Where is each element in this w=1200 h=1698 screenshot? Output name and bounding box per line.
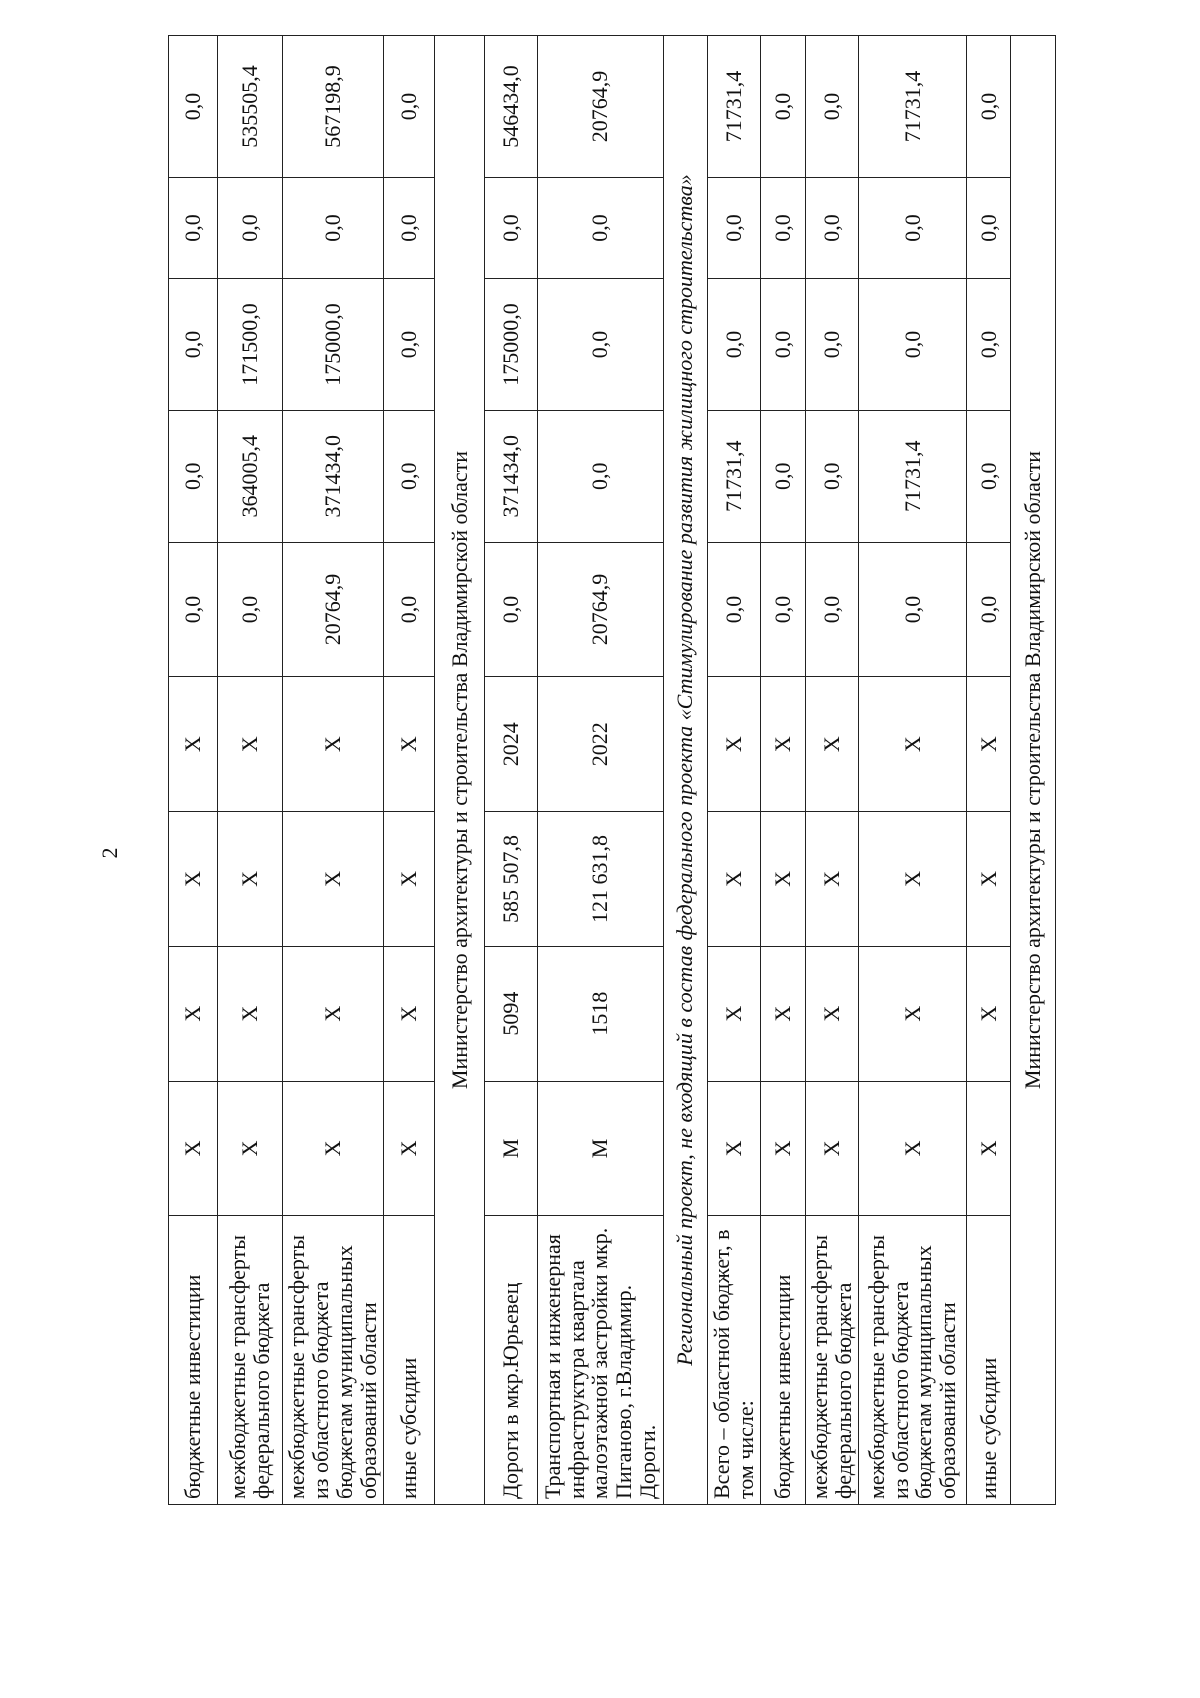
value-cell: Х [383,812,434,947]
section-header-row [434,36,485,1505]
section-header-row [663,36,708,1505]
value-cell: 0,0 [538,279,663,411]
value-cell: 371434,0 [485,410,538,542]
table-row [169,36,218,1505]
value-cell: 0,0 [169,279,218,411]
row-label-cell: иные субсидии [966,1216,1011,1505]
row-label-cell: межбюджетные трансферты федерального бюджета [217,1216,282,1505]
value-cell: 0,0 [805,177,858,278]
value-cell: 364005,4 [217,410,282,542]
value-cell: Х [217,812,282,947]
value-cell: 0,0 [761,542,806,677]
value-cell: 0,0 [383,177,434,278]
value-cell: 171500,0 [217,279,282,411]
value-cell: Х [859,1081,966,1216]
page-number: 2 [97,847,122,859]
value-cell: 121 631,8 [538,812,663,947]
value-cell: 0,0 [859,542,966,677]
value-cell: Х [282,677,383,812]
value-cell: Х [966,677,1011,812]
value-cell: 0,0 [966,410,1011,542]
value-cell: М [538,1081,663,1216]
value-cell: Х [169,946,218,1081]
value-cell: 371434,0 [282,410,383,542]
value-cell: 0,0 [169,410,218,542]
value-cell: Х [966,812,1011,947]
table-row [538,36,663,1505]
value-cell: М [485,1081,538,1216]
value-cell: 0,0 [761,36,806,178]
rotated-table-area [168,35,1056,1505]
value-cell: Х [859,677,966,812]
value-cell: 71731,4 [708,36,761,178]
value-cell: 71731,4 [859,410,966,542]
value-cell: 546434,0 [485,36,538,178]
value-cell: 0,0 [859,177,966,278]
value-cell: 0,0 [217,542,282,677]
value-cell: 0,0 [169,36,218,178]
value-cell: 567198,9 [282,36,383,178]
value-cell: 0,0 [761,410,806,542]
budget-table [168,35,1056,1505]
value-cell: 0,0 [383,279,434,411]
value-cell: Х [217,677,282,812]
value-cell: 2024 [485,677,538,812]
value-cell: 585 507,8 [485,812,538,947]
value-cell: 20764,9 [538,542,663,677]
value-cell: Х [383,677,434,812]
row-label-cell: межбюджетные трансферты из областного бюджета бюджетам муниципальных образований области [282,1216,383,1505]
value-cell: Х [217,1081,282,1216]
value-cell: Х [282,946,383,1081]
value-cell: 71731,4 [859,36,966,178]
row-label-cell: бюджетные инвестиции [169,1216,218,1505]
value-cell: 175000,0 [485,279,538,411]
value-cell: Х [761,677,806,812]
value-cell: 0,0 [859,279,966,411]
row-label-cell: межбюджетные трансферты из областного бюджета бюджетам муниципальных образований области [859,1216,966,1505]
section-header-cell: Министерство архитектуры и строительства Владимирской области [1011,36,1056,1505]
value-cell: 0,0 [485,177,538,278]
value-cell: 0,0 [708,542,761,677]
value-cell: Х [859,812,966,947]
value-cell: 0,0 [966,542,1011,677]
value-cell: 0,0 [538,410,663,542]
value-cell: 0,0 [966,177,1011,278]
section-header-cell: Региональный проект, не входящий в состав федерального проекта «Стимулирование развития жилищного строительства» [663,36,708,1505]
value-cell: 20764,9 [538,36,663,178]
value-cell: Х [282,812,383,947]
value-cell: Х [708,677,761,812]
value-cell: Х [966,946,1011,1081]
value-cell: Х [169,812,218,947]
table-row [805,36,858,1505]
value-cell: Х [169,1081,218,1216]
value-cell: 535505,4 [217,36,282,178]
value-cell: 20764,9 [282,542,383,677]
value-cell: 0,0 [217,177,282,278]
value-cell: Х [859,946,966,1081]
value-cell: 0,0 [485,542,538,677]
value-cell: 0,0 [805,279,858,411]
table-row [761,36,806,1505]
value-cell: 0,0 [805,410,858,542]
value-cell: Х [805,946,858,1081]
value-cell: Х [761,946,806,1081]
value-cell: 0,0 [538,177,663,278]
value-cell: 0,0 [966,36,1011,178]
row-label-cell: межбюджетные трансферты федерального бюджета [805,1216,858,1505]
value-cell: 0,0 [761,279,806,411]
value-cell: 0,0 [805,542,858,677]
value-cell: Х [383,1081,434,1216]
value-cell: 0,0 [805,36,858,178]
value-cell: Х [966,1081,1011,1216]
value-cell: Х [708,1081,761,1216]
value-cell: Х [708,812,761,947]
table-row [708,36,761,1505]
value-cell: 0,0 [169,177,218,278]
value-cell: Х [805,1081,858,1216]
row-label-cell: бюджетные инвестиции [761,1216,806,1505]
table-row [485,36,538,1505]
value-cell: 0,0 [383,542,434,677]
value-cell: Х [217,946,282,1081]
table-row [383,36,434,1505]
value-cell: Х [805,812,858,947]
value-cell: Х [383,946,434,1081]
value-cell: Х [761,1081,806,1216]
value-cell: Х [761,812,806,947]
value-cell: Х [169,677,218,812]
value-cell: 0,0 [761,177,806,278]
value-cell: 0,0 [169,542,218,677]
row-label-cell: иные субсидии [383,1216,434,1505]
value-cell: 1518 [538,946,663,1081]
table-row [282,36,383,1505]
table-row [217,36,282,1505]
row-label-cell: Транспортная и инженерная инфраструктура квартала малоэтажной застройки мкр. Пиганово, г.Владимир. Дороги. [538,1216,663,1505]
section-header-cell: Министерство архитектуры и строительства Владимирской области [434,36,485,1505]
value-cell: Х [282,1081,383,1216]
value-cell: 0,0 [708,177,761,278]
row-label-cell: Дороги в мкр.Юрьевец [485,1216,538,1505]
value-cell: 71731,4 [708,410,761,542]
value-cell: 5094 [485,946,538,1081]
value-cell: 0,0 [383,36,434,178]
value-cell: 0,0 [383,410,434,542]
value-cell: Х [708,946,761,1081]
section-header-row [1011,36,1056,1505]
value-cell: 0,0 [282,177,383,278]
row-label-cell: Всего – областной бюджет, в том числе: [708,1216,761,1505]
value-cell: 2022 [538,677,663,812]
table-row [966,36,1011,1505]
value-cell: 0,0 [708,279,761,411]
value-cell: 0,0 [966,279,1011,411]
table-row [859,36,966,1505]
value-cell: 175000,0 [282,279,383,411]
value-cell: Х [805,677,858,812]
